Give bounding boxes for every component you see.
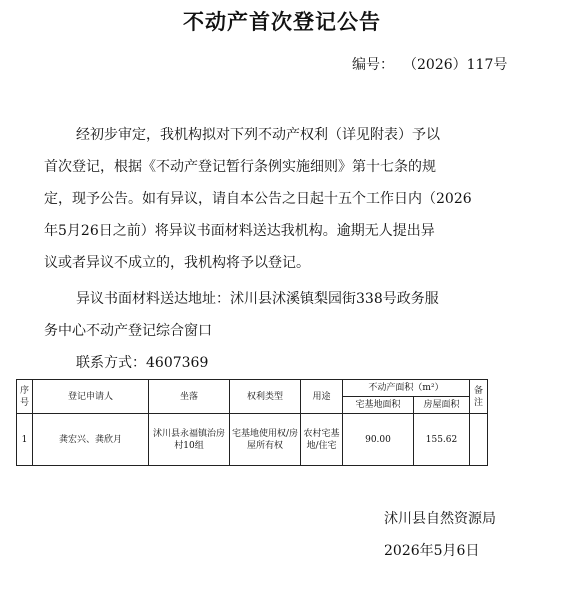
contact-label: 联系方式：	[76, 355, 146, 371]
header-applicant: 登记申请人	[33, 380, 149, 414]
header-area: 不动产面积（m²）	[343, 380, 470, 397]
body-line-4: 年5月26日之前）将异议书面材料送达我机构。逾期无人提出异	[44, 223, 435, 239]
cell-right-type: 宅基地使用权/房屋所有权	[230, 414, 301, 466]
table-row	[17, 414, 488, 466]
header-house-area: 房屋面积	[414, 397, 470, 414]
cell-house-area: 155.62	[414, 414, 470, 466]
address-line-2: 务中心不动产登记综合窗口	[44, 323, 212, 339]
header-note: 备注	[470, 380, 488, 414]
body-line-5: 议或者异议不成立的，我机构将予以登记。	[44, 255, 310, 271]
body-line-2: 首次登记，根据《不动产登记暂行条例实施细则》第十七条的规	[44, 159, 436, 175]
contact-line	[76, 352, 208, 372]
header-location: 坐落	[149, 380, 230, 414]
address-line-1: 异议书面材料送达地址：沭川县沭溪镇梨园街338号政务服	[76, 291, 439, 307]
header-usage: 用途	[301, 380, 343, 414]
registration-table	[16, 379, 488, 466]
header-right-type: 权利类型	[230, 380, 301, 414]
signature-org: 沭川县自然资源局	[384, 511, 496, 527]
doc-number-label: 编号：	[352, 57, 394, 73]
cell-applicant: 龚宏兴、龚欣月	[33, 414, 149, 466]
cell-location: 沭川县永福镇治房村10组	[149, 414, 230, 466]
header-no: 序号	[17, 380, 33, 414]
notice-title: 不动产首次登记公告	[183, 9, 381, 34]
cell-usage: 农村宅基地/住宅	[301, 414, 343, 466]
header-land-area: 宅基地面积	[343, 397, 414, 414]
cell-note	[470, 414, 488, 466]
cell-no: 1	[17, 414, 33, 466]
doc-number-value: （2026）117号	[410, 57, 508, 73]
cell-land-area: 90.00	[343, 414, 414, 466]
body-line-3: 定，现予公告。如有异议，请自本公告之日起十五个工作日内（2026	[44, 191, 472, 207]
contact-value: 4607369	[146, 355, 209, 371]
signature-date: 2026年5月6日	[384, 543, 480, 559]
body-line-1: 经初步审定，我机构拟对下列不动产权利（详见附表）予以	[76, 127, 440, 143]
doc-number	[352, 54, 507, 74]
